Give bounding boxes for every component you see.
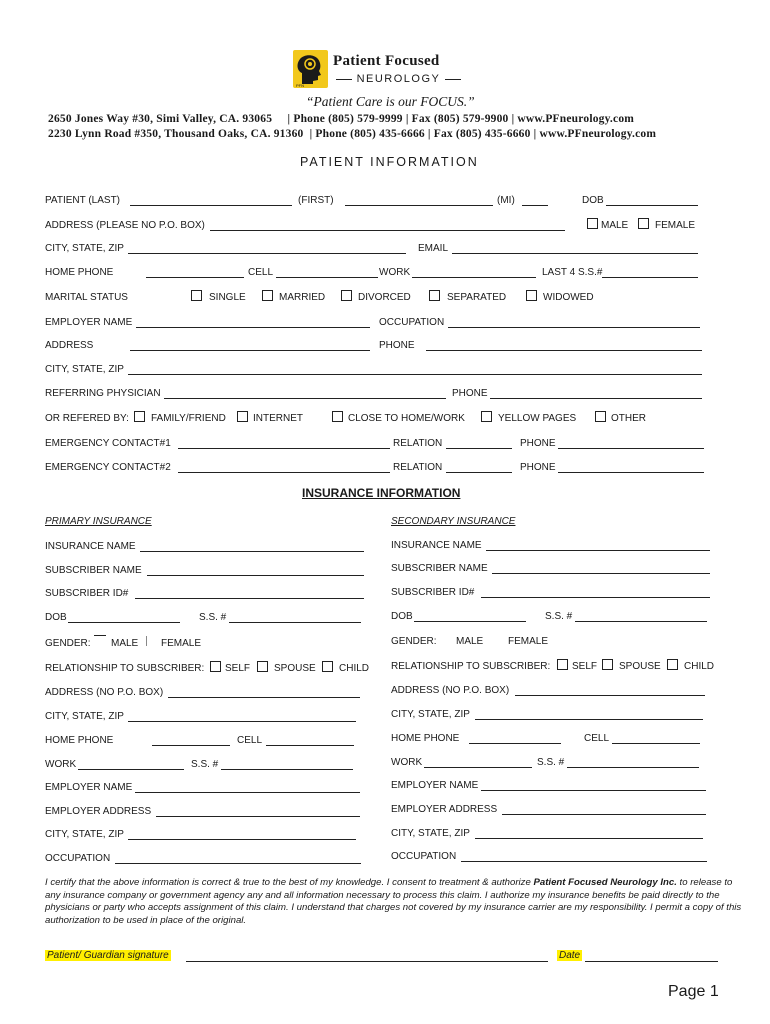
- ec2-field[interactable]: [178, 472, 390, 473]
- label-city: CITY, STATE, ZIP: [45, 243, 124, 254]
- yellow-checkbox[interactable]: [481, 411, 492, 422]
- secondary-occupation-field[interactable]: [461, 861, 707, 862]
- label-dob: DOB: [45, 612, 67, 623]
- primary-ss2-field[interactable]: [221, 769, 353, 770]
- internet-checkbox[interactable]: [237, 411, 248, 422]
- label-sub-id: SUBSCRIBER ID#: [45, 588, 129, 599]
- primary-sub-name-field[interactable]: [147, 575, 364, 576]
- label-gender: GENDER:: [45, 638, 91, 649]
- primary-address-field[interactable]: [168, 697, 360, 698]
- date-label: Date: [559, 950, 581, 961]
- page-number: Page 1: [668, 983, 719, 1000]
- label-dob-2: DOB: [391, 611, 413, 622]
- referring-field[interactable]: [164, 398, 446, 399]
- primary-child-checkbox[interactable]: [322, 661, 333, 672]
- label-occupation: OCCUPATION: [379, 317, 445, 328]
- secondary-sub-name-field[interactable]: [492, 573, 710, 574]
- label-family: FAMILY/FRIEND: [151, 413, 226, 424]
- married-checkbox[interactable]: [262, 290, 273, 301]
- label-gender-female-2: FEMALE: [508, 636, 549, 647]
- label-emp-city: CITY, STATE, ZIP: [45, 364, 124, 375]
- label-other: OTHER: [611, 413, 646, 424]
- label-ins-occupation: OCCUPATION: [45, 853, 111, 864]
- brand-subtitle: [336, 73, 461, 85]
- head-silhouette-icon: [293, 50, 328, 88]
- label-mi: (MI): [497, 195, 515, 206]
- secondary-ss2-field[interactable]: [567, 767, 699, 768]
- secondary-address-field[interactable]: [515, 695, 705, 696]
- work-field[interactable]: [412, 277, 536, 278]
- certification-part2: to release to any insurance company or government agency any and all information necessary to process this claim. I authorize my insurance benefits be paid directly to the physicians or party who accepts assignment of this claim. I understand that charges not covered by my insurance carrier are my responsibility. I permit a copy of this authorization to be used in place of the original.: [45, 877, 742, 926]
- label-ec1-relation: RELATION: [393, 438, 443, 449]
- label-child-2: CHILD: [684, 661, 715, 672]
- patient-dob-field[interactable]: [606, 205, 698, 206]
- label-ins-work: WORK: [45, 759, 77, 770]
- label-gender-female: FEMALE: [161, 638, 202, 649]
- last4-field[interactable]: [602, 277, 698, 278]
- label-ins-ss-2: S.S. #: [537, 757, 565, 768]
- label-ins-work-2: WORK: [391, 757, 423, 768]
- signature-label: Patient/ Guardian signature: [47, 950, 169, 961]
- label-gender-male: MALE: [111, 638, 139, 649]
- label-ss: S.S. #: [199, 612, 227, 623]
- secondary-employer-field[interactable]: [481, 790, 706, 791]
- primary-self-checkbox[interactable]: [210, 661, 221, 672]
- brand-subtitle-text: NEUROLOGY: [356, 73, 441, 85]
- ec1-relation-field[interactable]: [446, 448, 512, 449]
- label-ec2-relation: RELATION: [393, 462, 443, 473]
- ec2-phone-field[interactable]: [558, 472, 704, 473]
- section-title-insurance: INSURANCE INFORMATION: [302, 486, 461, 500]
- cell-field[interactable]: [276, 277, 378, 278]
- primary-occupation-field[interactable]: [115, 863, 361, 864]
- divider: [445, 79, 461, 80]
- primary-spouse-checkbox[interactable]: [257, 661, 268, 672]
- label-ins-employer: EMPLOYER NAME: [45, 782, 133, 793]
- label-address: [45, 220, 205, 231]
- label-male: MALE: [601, 220, 629, 231]
- secondary-dob-field[interactable]: [414, 621, 526, 622]
- label-ec1: EMERGENCY CONTACT#1: [45, 438, 171, 449]
- patient-city-field[interactable]: [128, 253, 406, 254]
- label-ins-emp-address: EMPLOYER ADDRESS: [45, 806, 152, 817]
- label-child: CHILD: [339, 663, 370, 674]
- close-checkbox[interactable]: [332, 411, 343, 422]
- label-ref-phone: PHONE: [452, 388, 488, 399]
- emp-city-field[interactable]: [128, 374, 702, 375]
- male-checkbox[interactable]: [587, 218, 598, 229]
- certification-part1: I certify that the above information is correct & true to the best of my knowledge. I consent to treatment & authorize: [45, 877, 534, 888]
- female-checkbox[interactable]: [638, 218, 649, 229]
- label-home-phone: HOME PHONE: [45, 267, 114, 278]
- other-checkbox[interactable]: [595, 411, 606, 422]
- company-name: Patient Focused Neurology Inc.: [533, 877, 677, 888]
- primary-cell-field[interactable]: [266, 745, 354, 746]
- home-phone-field[interactable]: [146, 277, 244, 278]
- ec1-field[interactable]: [178, 448, 390, 449]
- label-ins-city-2: CITY, STATE, ZIP: [391, 709, 470, 720]
- secondary-home-field[interactable]: [469, 743, 561, 744]
- address-line-simi: 2650 Jones Way #30, Simi Valley, CA. 93065 | Phone (805) 579-9999 | Fax (805) 579-9900 | www.PFneurology.com: [48, 113, 635, 125]
- certification-text: [45, 877, 745, 927]
- primary-emp-address-field[interactable]: [156, 816, 360, 817]
- label-yellow: YELLOW PAGES: [498, 413, 577, 424]
- patient-first-field[interactable]: [345, 205, 493, 206]
- label-female: FEMALE: [655, 220, 696, 231]
- ec1-phone-field[interactable]: [558, 448, 704, 449]
- primary-ss-field[interactable]: [229, 622, 361, 623]
- label-sub-name-2: SUBSCRIBER NAME: [391, 563, 488, 574]
- label-single: SINGLE: [209, 292, 246, 303]
- label-sub-id-2: SUBSCRIBER ID#: [391, 587, 475, 598]
- label-gender-male-2: MALE: [456, 636, 484, 647]
- label-ins-cell-2: CELL: [584, 733, 610, 744]
- divider: [336, 79, 352, 80]
- label-ins-occupation-2: OCCUPATION: [391, 851, 457, 862]
- label-ec2: EMERGENCY CONTACT#2: [45, 462, 171, 473]
- primary-home-field[interactable]: [152, 745, 230, 746]
- label-patient-last: PATIENT (LAST): [45, 195, 121, 206]
- label-ins-cell: CELL: [237, 735, 263, 746]
- label-ec1-phone: PHONE: [520, 438, 556, 449]
- occupation-field[interactable]: [448, 327, 700, 328]
- logo-mark: [293, 50, 328, 88]
- secondary-city-field[interactable]: [475, 719, 703, 720]
- label-ins-city: CITY, STATE, ZIP: [45, 711, 124, 722]
- label-marital: MARITAL STATUS: [45, 292, 128, 303]
- secondary-ss-field[interactable]: [575, 621, 707, 622]
- label-sub-name: SUBSCRIBER NAME: [45, 565, 142, 576]
- label-employer: EMPLOYER NAME: [45, 317, 133, 328]
- primary-dob-field[interactable]: [68, 622, 180, 623]
- label-relationship-2: RELATIONSHIP TO SUBSCRIBER:: [391, 661, 551, 672]
- patient-address-field[interactable]: [210, 230, 565, 231]
- secondary-ins-name-field[interactable]: [486, 550, 710, 551]
- gender-male-mark[interactable]: [94, 635, 106, 636]
- label-ins-name: INSURANCE NAME: [45, 541, 136, 552]
- primary-ins-name-field[interactable]: [140, 551, 364, 552]
- primary-heading: PRIMARY INSURANCE: [45, 516, 152, 527]
- label-first: (FIRST): [298, 195, 334, 206]
- label-work: WORK: [379, 267, 411, 278]
- separated-checkbox[interactable]: [429, 290, 440, 301]
- label-internet: INTERNET: [253, 413, 303, 424]
- label-ins-home: HOME PHONE: [45, 735, 114, 746]
- primary-sub-id-field[interactable]: [135, 598, 364, 599]
- address-line-thousand-oaks: 2230 Lynn Road #350, Thousand Oaks, CA. 91360 | Phone (805) 435-6666 | Fax (805) 435-6660 | www.PFneurology.com: [48, 128, 657, 140]
- label-cell: CELL: [248, 267, 274, 278]
- label-emp-phone: PHONE: [379, 340, 415, 351]
- label-ins-name-2: INSURANCE NAME: [391, 540, 482, 551]
- emp-address-field[interactable]: [130, 350, 370, 351]
- label-divorced: DIVORCED: [358, 292, 411, 303]
- label-ins-emp-city: CITY, STATE, ZIP: [45, 829, 124, 840]
- primary-employer-field[interactable]: [135, 792, 360, 793]
- label-gender-2: GENDER:: [391, 636, 437, 647]
- label-emp-address: ADDRESS: [45, 340, 94, 351]
- label-close: CLOSE TO HOME/WORK: [348, 413, 465, 424]
- divider: [146, 636, 148, 646]
- primary-work-field[interactable]: [78, 769, 184, 770]
- ec2-relation-field[interactable]: [446, 472, 512, 473]
- widowed-checkbox[interactable]: [526, 290, 537, 301]
- label-self-2: SELF: [572, 661, 598, 672]
- primary-city-field[interactable]: [128, 721, 356, 722]
- secondary-sub-id-field[interactable]: [481, 597, 710, 598]
- label-spouse-2: SPOUSE: [619, 661, 661, 672]
- label-ins-address: ADDRESS (NO P.O. BOX): [45, 687, 164, 698]
- secondary-child-checkbox[interactable]: [667, 659, 678, 670]
- family-checkbox[interactable]: [134, 411, 145, 422]
- label-self: SELF: [225, 663, 251, 674]
- emp-phone-field[interactable]: [426, 350, 702, 351]
- label-dob: DOB: [582, 195, 604, 206]
- date-field[interactable]: [585, 961, 718, 962]
- patient-last-field[interactable]: [130, 205, 292, 206]
- employer-field[interactable]: [136, 327, 370, 328]
- label-referring: REFERRING PHYSICIAN: [45, 388, 161, 399]
- secondary-heading: SECONDARY INSURANCE: [391, 516, 516, 527]
- label-last4: LAST 4 S.S.#: [542, 267, 603, 278]
- ref-phone-field[interactable]: [490, 398, 702, 399]
- section-title-patient: PATIENT INFORMATION: [300, 155, 479, 169]
- secondary-work-field[interactable]: [424, 767, 532, 768]
- secondary-emp-address-field[interactable]: [502, 814, 706, 815]
- label-address-text: ADDRESS (PLEASE NO P.O. BOX): [45, 220, 205, 231]
- patient-email-field[interactable]: [452, 253, 698, 254]
- label-ins-address-2: ADDRESS (NO P.O. BOX): [391, 685, 510, 696]
- brand-name: Patient Focused: [333, 53, 440, 69]
- signature-field[interactable]: [186, 961, 548, 962]
- label-separated: SEPARATED: [447, 292, 507, 303]
- secondary-self-checkbox[interactable]: [557, 659, 568, 670]
- tagline: “Patient Care is our FOCUS.”: [306, 94, 475, 109]
- label-relationship: RELATIONSHIP TO SUBSCRIBER:: [45, 663, 205, 674]
- divorced-checkbox[interactable]: [341, 290, 352, 301]
- label-ins-employer-2: EMPLOYER NAME: [391, 780, 479, 791]
- single-checkbox[interactable]: [191, 290, 202, 301]
- logo-mark-text: PFN: [296, 83, 304, 88]
- label-widowed: WIDOWED: [543, 292, 594, 303]
- label-ins-home-2: HOME PHONE: [391, 733, 460, 744]
- patient-mi-field[interactable]: [522, 205, 548, 206]
- label-ins-emp-address-2: EMPLOYER ADDRESS: [391, 804, 498, 815]
- primary-emp-city-field[interactable]: [128, 839, 356, 840]
- secondary-spouse-checkbox[interactable]: [602, 659, 613, 670]
- label-spouse: SPOUSE: [274, 663, 316, 674]
- label-email: EMAIL: [418, 243, 449, 254]
- label-married: MARRIED: [279, 292, 326, 303]
- label-ss-2: S.S. #: [545, 611, 573, 622]
- label-ec2-phone: PHONE: [520, 462, 556, 473]
- secondary-emp-city-field[interactable]: [475, 838, 703, 839]
- label-referred-by: OR REFERED BY:: [45, 413, 129, 424]
- label-ins-ss: S.S. #: [191, 759, 219, 770]
- label-ins-emp-city-2: CITY, STATE, ZIP: [391, 828, 470, 839]
- secondary-cell-field[interactable]: [612, 743, 700, 744]
